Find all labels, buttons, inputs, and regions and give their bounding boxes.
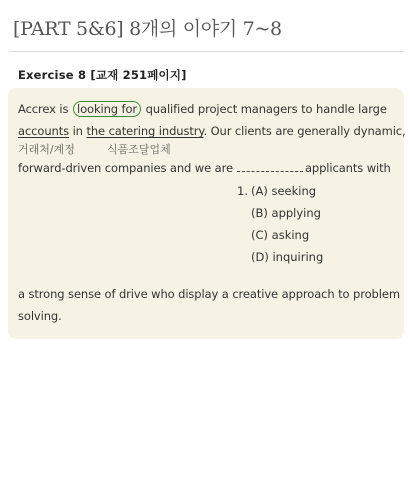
circled-phrase: looking for <box>73 101 141 117</box>
underlined-word-accounts: accounts <box>18 124 70 138</box>
exercise-title: Exercise 8 [교재 251페이지] <box>18 68 187 82</box>
passage-text: . Our clients are generally dynamic, <box>203 124 406 138</box>
question-number: 1. <box>237 184 248 198</box>
passage-text: forward-driven companies and we are <box>18 161 233 175</box>
choice-d: (D) inquiring <box>251 250 324 264</box>
annotation-catering: 식품조달업체 <box>107 143 171 156</box>
underlined-phrase-catering: the catering industry <box>86 124 204 138</box>
passage-text: qualified project managers to handle large <box>145 102 387 116</box>
passage-line-4: a strong sense of drive who display a creative approach to problem <box>18 287 400 301</box>
passage-line-3 <box>18 161 391 175</box>
header-divider <box>9 51 404 52</box>
passage-line-5: solving. <box>18 309 62 323</box>
passage-text: Accrex is <box>18 102 69 116</box>
annotation-accounts: 거래처/계정 <box>18 143 75 156</box>
choice-a: (A) seeking <box>251 184 317 198</box>
choice-b: (B) applying <box>251 206 321 220</box>
passage-text: in <box>72 124 83 138</box>
passage-line-1 <box>18 102 387 116</box>
passage-text: applicants with <box>304 161 391 175</box>
choice-c: (C) asking <box>251 228 310 242</box>
answer-blank <box>237 163 303 172</box>
passage-line-2 <box>18 124 406 138</box>
page-title: [PART 5&6] 8개의 이야기 7~8 <box>13 18 282 40</box>
